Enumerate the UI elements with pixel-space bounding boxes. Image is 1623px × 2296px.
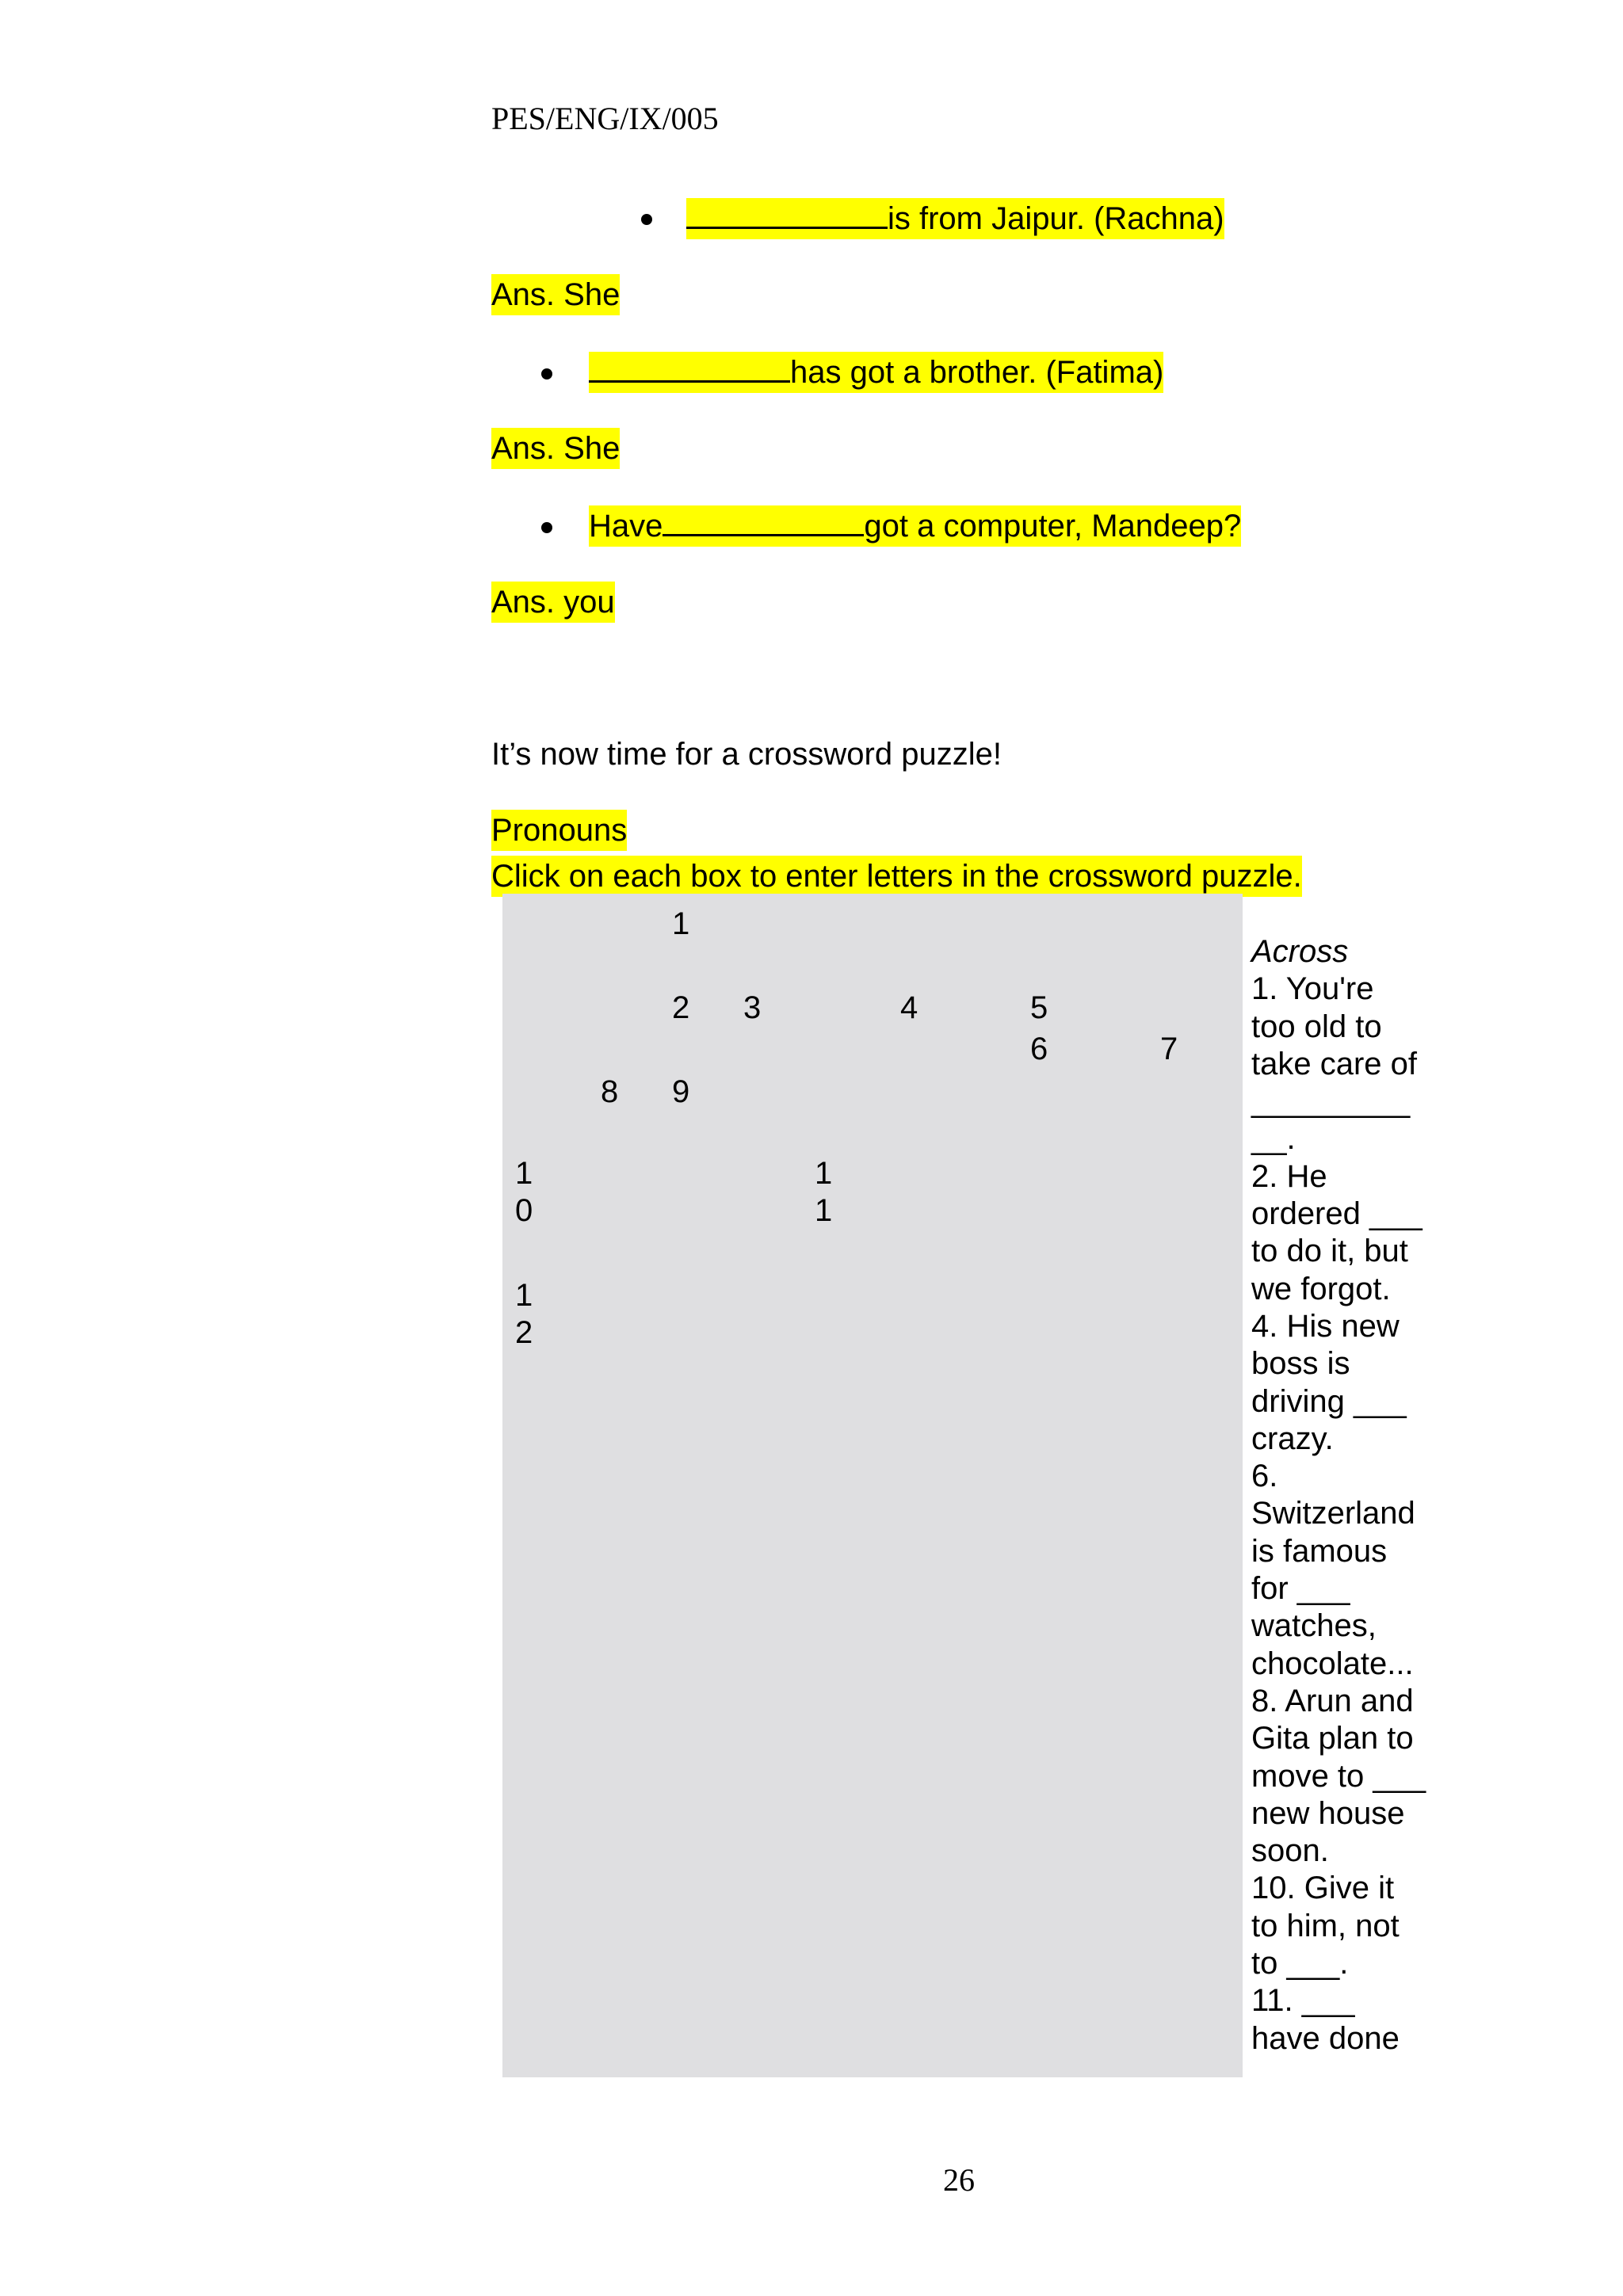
clue-line: 8. Arun and (1251, 1683, 1414, 1718)
bullet-3 (541, 522, 552, 533)
clue-line: _________ (1251, 1084, 1411, 1119)
instruction-text: Click on each box to enter letters in the crossword puzzle. (491, 856, 1302, 897)
page-number: 26 (943, 2162, 975, 2198)
document-code: PES/ENG/IX/005 (491, 101, 719, 136)
clue-line: ordered ___ (1251, 1196, 1423, 1232)
clue-number-6: 6 (1030, 1032, 1048, 1066)
clue-line: 4. His new (1251, 1308, 1400, 1344)
clue-line: take care of (1251, 1046, 1418, 1081)
question-1-text: is from Jaipur. (Rachna) (888, 201, 1224, 236)
clue-line: Switzerland (1251, 1496, 1415, 1531)
bullet-2 (541, 368, 552, 379)
clue-number-10: 1 0 (515, 1156, 533, 1228)
clue-line: 6. (1251, 1459, 1278, 1494)
answer-2: Ans. She (491, 428, 620, 469)
crossword-grid[interactable] (502, 894, 1243, 2077)
question-2 (589, 352, 1163, 393)
clue-line: is famous (1251, 1533, 1388, 1569)
answer-3: Ans. you (491, 582, 615, 623)
clue-line: 1. You're (1251, 971, 1374, 1007)
clue-line: boss is (1251, 1346, 1350, 1382)
clue-number-4: 4 (900, 990, 918, 1025)
bullet-1 (641, 214, 652, 225)
blank-2 (589, 353, 790, 383)
intro-text: It’s now time for a crossword puzzle! (491, 737, 1002, 772)
clue-number-9: 9 (672, 1074, 690, 1109)
across-clues (1251, 933, 1442, 2058)
clue-line: chocolate... (1251, 1646, 1414, 1681)
clue-line: have done (1251, 2020, 1400, 2056)
question-1 (686, 198, 1224, 239)
clue-number-11: 1 1 (815, 1156, 833, 1228)
clue-line: driving ___ (1251, 1383, 1407, 1419)
clue-number-12: 1 2 (515, 1278, 533, 1350)
blank-3 (663, 507, 864, 536)
clue-line: crazy. (1251, 1421, 1334, 1456)
clue-line: we forgot. (1251, 1271, 1391, 1306)
clue-line: 10. Give it (1251, 1871, 1395, 1906)
clue-line: new house (1251, 1795, 1405, 1831)
clue-number-2: 2 (672, 990, 690, 1025)
clue-line: watches, (1251, 1608, 1377, 1644)
clue-line: to do it, but (1251, 1234, 1408, 1269)
clue-line: 2. He (1251, 1158, 1327, 1194)
answer-1: Ans. She (491, 274, 620, 315)
across-heading: Across (1251, 934, 1349, 969)
clue-line: to him, not (1251, 1908, 1400, 1943)
clue-line: Gita plan to (1251, 1721, 1414, 1756)
clue-line: too old to (1251, 1009, 1382, 1044)
clue-number-5: 5 (1030, 990, 1048, 1025)
question-2-text: has got a brother. (Fatima) (790, 355, 1164, 390)
question-3-text: got a computer, Mandeep? (864, 509, 1242, 543)
clue-line: 11. ___ (1251, 1983, 1355, 2019)
clue-line: soon. (1251, 1833, 1329, 1869)
clue-number-7: 7 (1160, 1032, 1178, 1066)
clue-number-8: 8 (601, 1074, 619, 1109)
question-3-prefix: Have (589, 509, 663, 543)
blank-1 (686, 200, 888, 229)
section-title: Pronouns (491, 810, 627, 851)
question-3 (589, 505, 1241, 547)
clue-line: for ___ (1251, 1571, 1350, 1607)
clue-number-1: 1 (672, 906, 690, 941)
clue-line: __. (1251, 1121, 1296, 1157)
clue-number-3: 3 (743, 990, 762, 1025)
clue-line: move to ___ (1251, 1758, 1426, 1794)
clue-line: to ___. (1251, 1946, 1349, 1981)
